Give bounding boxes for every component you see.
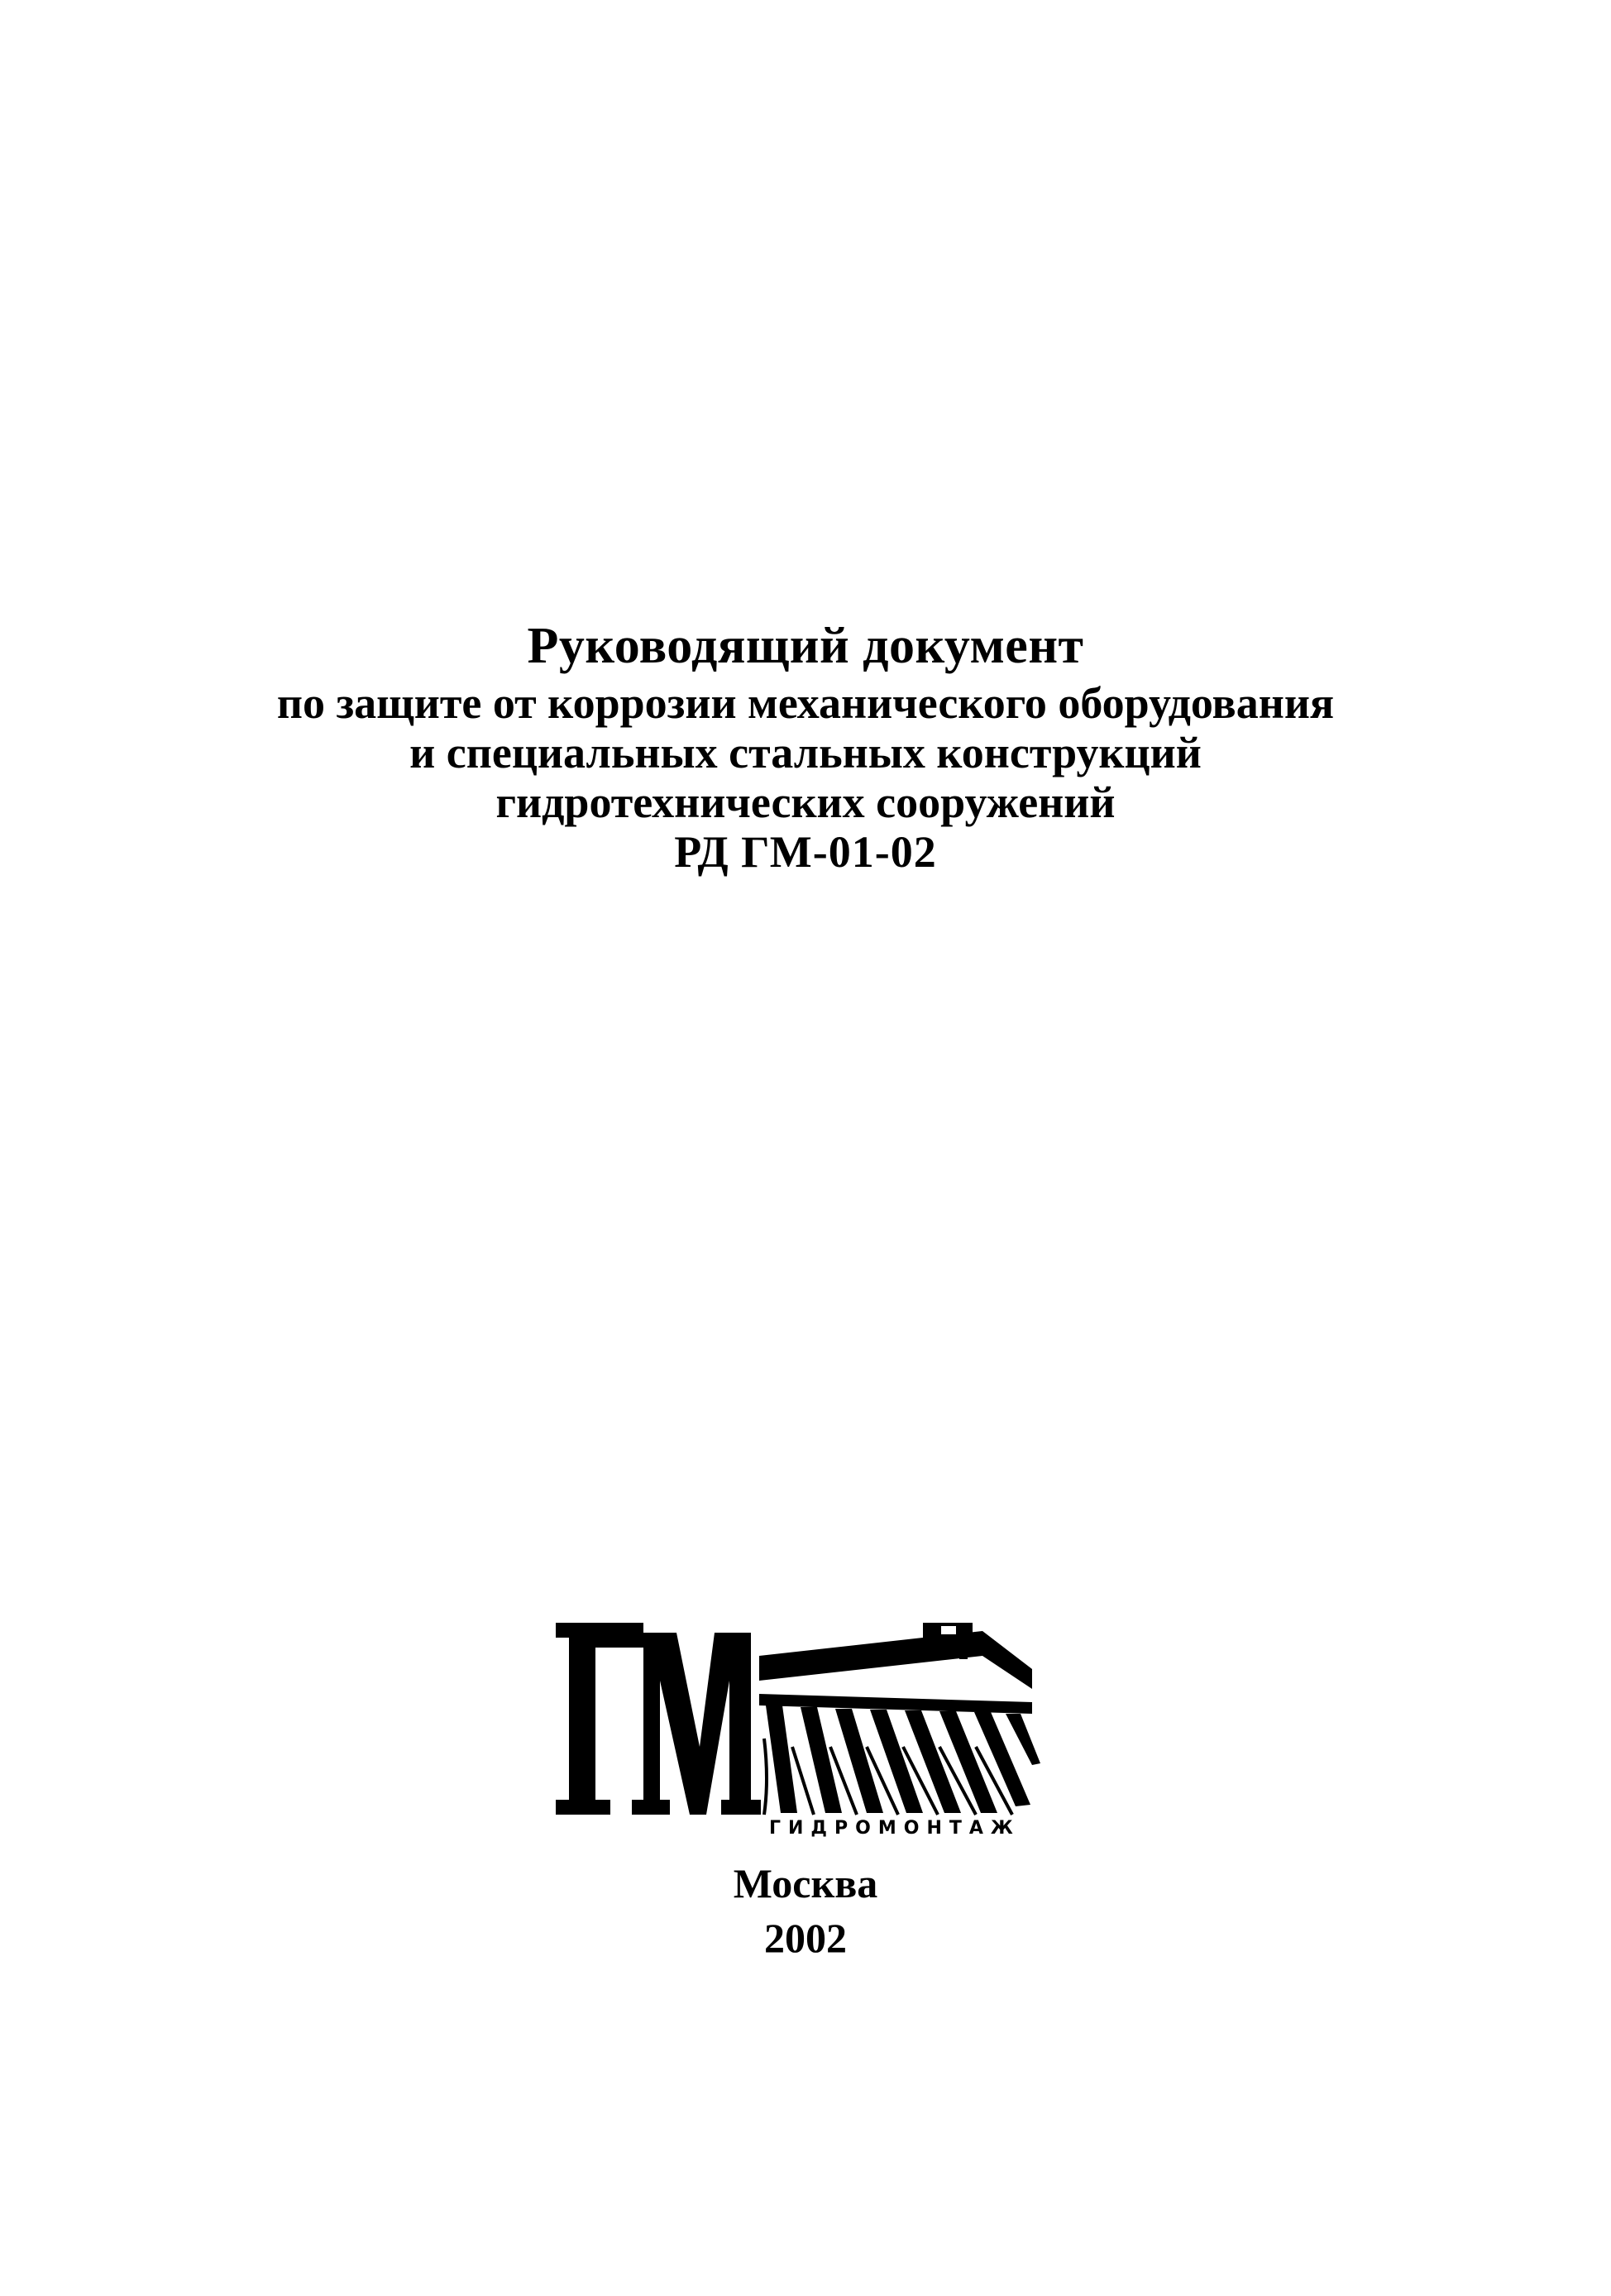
document-code: РД ГМ-01-02 bbox=[674, 827, 937, 877]
logo-caption: ГИДРОМОНТАЖ bbox=[769, 1818, 1021, 1839]
publication-city: Москва bbox=[733, 1860, 878, 1906]
document-title: Руководящий документ bbox=[527, 618, 1084, 674]
logo-letter-g bbox=[556, 1623, 643, 1815]
logo-letter-m bbox=[632, 1633, 761, 1815]
dam-road bbox=[759, 1694, 1032, 1714]
document-subtitle-line-1: по защите от коррозии механического оборудования bbox=[276, 678, 1335, 728]
document-title-block bbox=[0, 614, 1611, 877]
document-subtitle-line-2: и специальных стальных конструкций bbox=[409, 728, 1202, 777]
dam-crest bbox=[759, 1631, 1032, 1689]
publication-info bbox=[0, 1856, 1611, 1965]
publication-year: 2002 bbox=[764, 1915, 847, 1961]
logo-graphic bbox=[552, 1623, 1049, 1844]
gidromontazh-logo bbox=[552, 1623, 1049, 1844]
document-subtitle-line-3: гидротехнических сооружений bbox=[495, 777, 1116, 827]
